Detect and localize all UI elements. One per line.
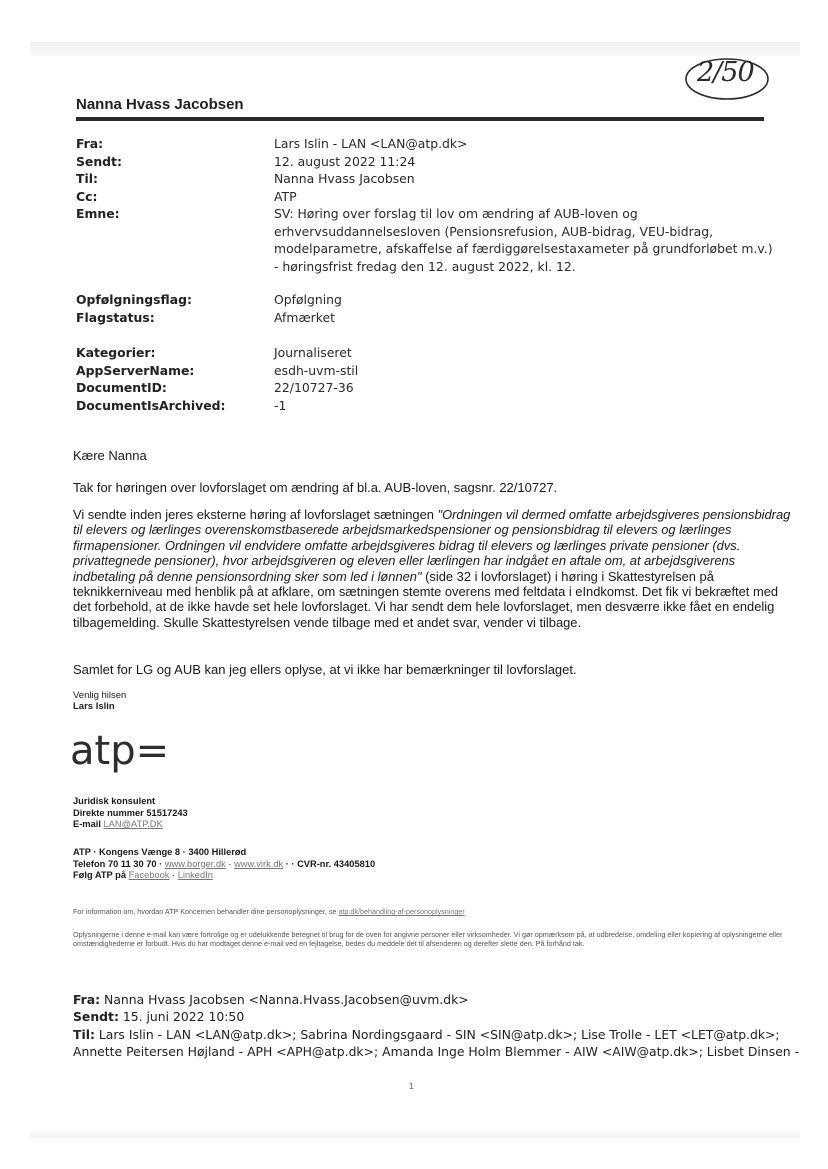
- signature-title: Juridisk konsulent: [73, 796, 156, 806]
- closing-line: Venlig hilsen: [73, 690, 127, 701]
- header-divider: [76, 117, 764, 121]
- app-server-label: AppServerName:: [76, 362, 195, 378]
- email-headers: [76, 135, 796, 280]
- mailbox-owner-name: Nanna Hvass Jacobsen: [76, 96, 244, 113]
- header-to-value: Nanna Hvass Jacobsen: [274, 171, 415, 186]
- main-paragraph-start: Vi sendte inden jeres eksterne høring af lovforslaget sætningen: [73, 507, 438, 522]
- scan-bottom-edge: [30, 1130, 800, 1138]
- header-from-value: Lars Islin - LAN <LAN@atp.dk>: [274, 136, 468, 151]
- sender-name: Lars Islin: [73, 701, 115, 712]
- fwd-from-value: Nanna Hvass Jacobsen <Nanna.Hvass.Jacobsen@uvm.dk>: [100, 992, 469, 1007]
- signature-direct-number: Direkte nummer 51517243: [73, 807, 188, 818]
- follow-separator: ·: [169, 870, 178, 880]
- header-sent-value: 12. august 2022 11:24: [274, 153, 416, 169]
- atp-logo: [70, 730, 180, 776]
- virk-link[interactable]: www.virk.dk: [234, 858, 284, 869]
- document-archived-label: DocumentIsArchived:: [76, 397, 226, 413]
- scan-top-edge: [30, 42, 800, 56]
- quoted-sentence: "Ordningen vil dermed omfatte arbejdsgiveres pensionsbidrag til elevers og lærlinges overenskomstbaserede arbejdsmarkedspensioner og pensionsbidrag til elevers og lærlinges firmapensioner. Ordningen vil endvidere omfatte arbejdsgiveres bidrag til elevers og lærlinges private pensioner (dvs. privattegnede pensioner), hvor arbejdsgiveren og eleven eller lærlingen har indgået en aftale om, at arbejdsgiverens indbetaling på denne pensionsordning sker som led i lønnen": [73, 507, 791, 584]
- privacy-notice: [73, 907, 785, 916]
- header-cc-label: Cc:: [76, 188, 98, 204]
- header-subject-value: SV: Høring over forslag til lov om ændring af AUB-loven og erhvervsuddannelsesloven (Pensionsrefusion, AUB-bidrag, VEU-bidrag, modelparametre, afskaffelse af færdiggørelsestaxameter på grundforløbet m.v.) - høringsfrist fredag den 12. august 2022, kl. 12.: [274, 206, 773, 274]
- flag-status-label: Flagstatus:: [76, 309, 155, 325]
- fwd-sent-label: Sendt:: [73, 1009, 119, 1025]
- main-paragraph: [73, 507, 793, 630]
- signature-email-link[interactable]: LAN@ATP.DK: [103, 819, 163, 829]
- company-address: ATP · Kongens Vænge 8 · 3400 Hillerød: [73, 847, 247, 857]
- atp-logo-text: atp=: [70, 730, 170, 774]
- privacy-link[interactable]: atp.dk/behandling-af-personoplysninger: [338, 907, 465, 916]
- fwd-to-value-line1: Lars Islin - LAN <LAN@atp.dk>; Sabrina Nordingsgaard - SIN <SIN@atp.dk>; Lise Trolle - LET <LET@atp.dk>;: [94, 1026, 780, 1042]
- forwarded-header: [73, 991, 800, 1061]
- header-subject-label: Emne:: [76, 206, 120, 221]
- intro-paragraph: Tak for høringen over lovforslaget om ændring af bl.a. AUB-loven, sagsnr. 22/10727.: [73, 480, 558, 495]
- company-cvr: · · CVR-nr. 43405810: [283, 858, 376, 869]
- property-fields: [76, 344, 796, 419]
- web-separator: ·: [225, 858, 235, 869]
- app-server-value: esdh-uvm-stil: [274, 362, 359, 378]
- flag-fields: [76, 291, 796, 331]
- followup-flag-value: Opfølgning: [274, 292, 342, 307]
- document-archived-value: -1: [274, 397, 287, 413]
- facebook-link[interactable]: Facebook: [128, 870, 170, 880]
- greeting: Kære Nanna: [73, 448, 147, 463]
- summary-paragraph: Samlet for LG og AUB kan jeg ellers oplyse, at vi ikke har bemærkninger til lovforslaget.: [73, 662, 577, 677]
- document-id-label: DocumentID:: [76, 380, 167, 395]
- follow-label: Følg ATP på: [73, 870, 129, 880]
- header-cc-value: ATP: [274, 188, 297, 204]
- fwd-to-label: Til:: [73, 1026, 95, 1042]
- confidentiality-disclaimer: Oplysningerne i denne e-mail kan være fortrolige og er udelukkende beregnet til brug for de oven for angivne personer eller virksomheder. Vi gør opmærksom på, at udbredelse, omdeling eller kopiering af oplysningerne eller omstændighederne er forbudt. Hvis du har modtaget denne e-mail ved en fejltagelse, bedes du meddele det til afsenderen og derefter slette den. På forhånd tak.: [73, 930, 783, 949]
- page-stamp-text: 2/50: [697, 57, 754, 88]
- company-phone: Telefon 70 11 30 70 ·: [73, 858, 165, 869]
- fwd-sent-value: 15. juni 2022 10:50: [118, 1009, 245, 1025]
- fwd-from-label: Fra:: [73, 992, 101, 1007]
- privacy-text: For information om, hvordan ATP Koncernen behandler dine personoplysninger, se: [73, 907, 339, 916]
- main-paragraph-end: (side 32 i lovforslaget) i høring i Skattestyrelsen på teknikkerniveau med henblik på at afklare, om sætningen stemte overens med feltdata i eIndkomst. Det fik vi bekræftet med det forbehold, at de ikke havde set hele lovforslaget. Vi har sendt dem hele lovforslaget, men desværre ikke fået en endelig tilbagemelding. Skulle Skattestyrelsen vende tilbage med et andet svar, vender vi tilbage.: [73, 568, 779, 630]
- header-from-label: Fra:: [76, 136, 104, 151]
- header-to-label: Til:: [76, 171, 98, 186]
- flag-status-value: Afmærket: [274, 309, 335, 325]
- signature-block: [73, 796, 188, 831]
- linkedin-link[interactable]: LinkedIn: [177, 870, 213, 880]
- header-sent-label: Sendt:: [76, 153, 122, 169]
- categories-value: Journaliseret: [274, 345, 352, 360]
- signature-email-label: E-mail: [73, 819, 104, 829]
- followup-flag-label: Opfølgningsflag:: [76, 292, 192, 307]
- categories-label: Kategorier:: [76, 345, 156, 360]
- fwd-to-value-line2: Annette Peitersen Højland - APH <APH@atp.dk>; Amanda Inge Holm Blemmer - AIW <AIW@atp.dk>; Lisbet Dinsen -: [73, 1044, 800, 1060]
- company-info: [73, 847, 375, 882]
- borger-link[interactable]: www.borger.dk: [164, 858, 226, 869]
- document-id-value: 22/10727-36: [274, 380, 354, 395]
- page-number: 1: [409, 1082, 414, 1091]
